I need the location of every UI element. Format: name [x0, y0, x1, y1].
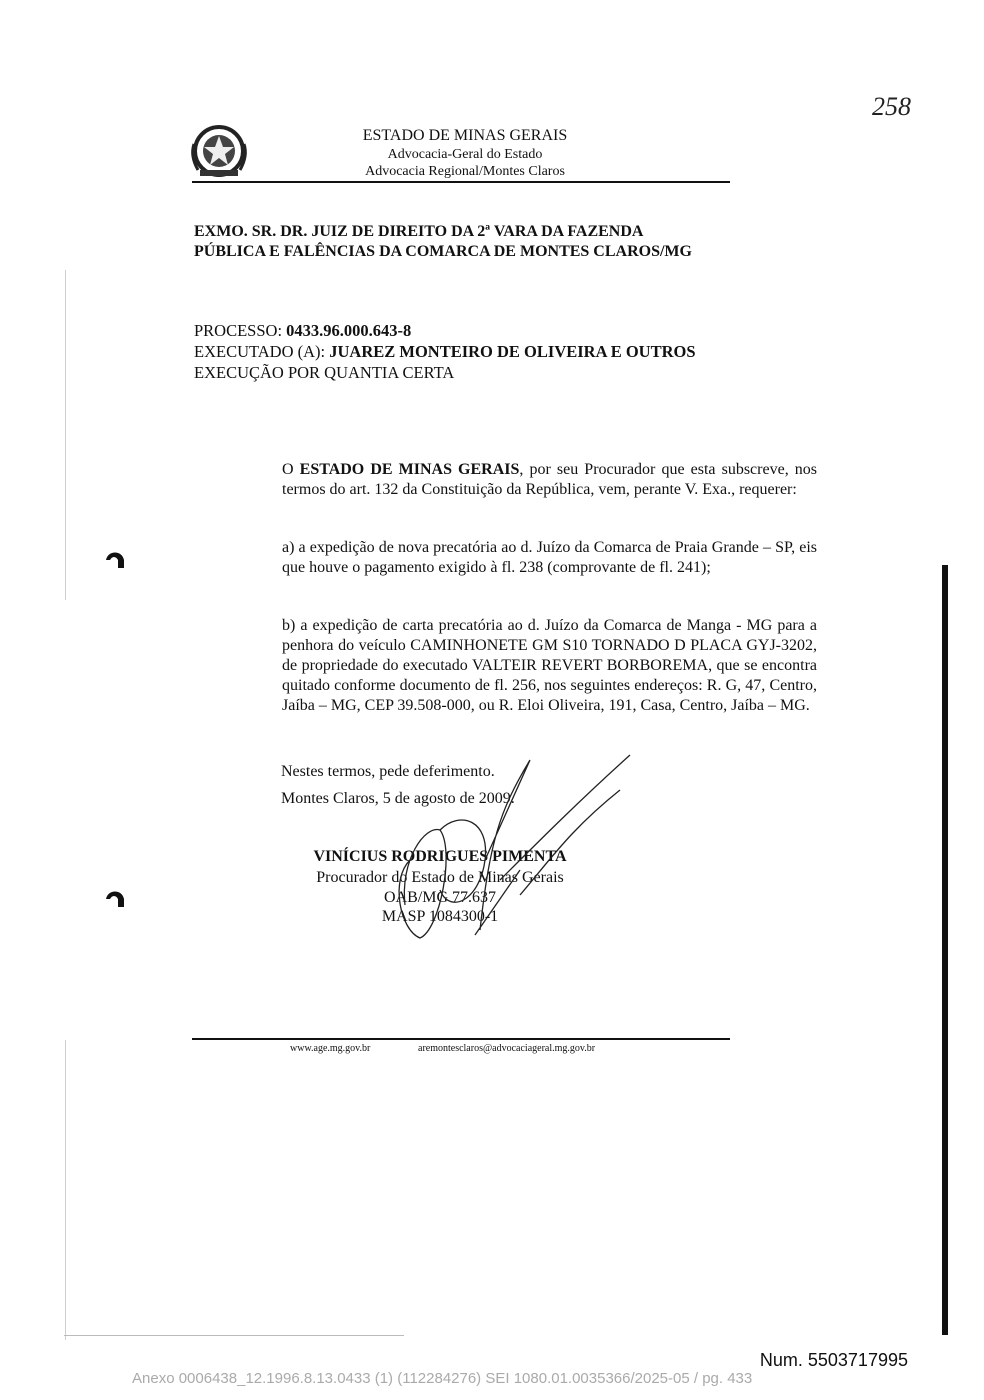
scan-edge-line — [65, 270, 66, 600]
header-rule — [192, 181, 730, 183]
opening-rest: , por seu Procurador que esta subscreve, nos termos do art. 132 da Constituição da República, vem, perante V. Exa., requerer: — [282, 461, 817, 498]
punch-hole-icon — [104, 887, 126, 909]
request-item-b: b) a expedição de carta precatória ao d. Juízo da Comarca de Manga - MG para a penhora do veículo CAMINHONETE GM S10 TORNADO D PLACA GYJ-3202, de propriedade do executado VALTEIR REVERT BORBOREMA, que se encontra quitado conforme documento de fl. 256, nos seguintes endereços: R. G, 47, Centro, Jaíba – MG, CEP 39.508-000, ou R. Eloi Oliveira, 191, Casa, Centro, Jaíba – MG. — [282, 617, 817, 714]
signatory-oab: OAB/MG 77.637 — [383, 889, 496, 906]
footer-email: aremontesclaros@advocaciageral.mg.gov.br — [418, 1043, 596, 1054]
punch-hole-icon — [104, 548, 126, 570]
header-office: Advocacia-Geral do Estado — [387, 147, 543, 162]
coat-of-arms-icon — [188, 122, 250, 180]
execution-type: EXECUÇÃO POR QUANTIA CERTA — [194, 363, 455, 382]
signatory-name: VINÍCIUS RODRIGUES PIMENTA — [313, 848, 567, 865]
document-number: Num. 5503717995 — [759, 1350, 908, 1370]
scan-edge-line — [65, 1040, 66, 1340]
footer-website: www.age.mg.gov.br — [290, 1043, 371, 1054]
addressee-line-2: PÚBLICA E FALÊNCIAS DA COMARCA DE MONTES CLAROS/MG — [194, 243, 692, 260]
closing-date: Montes Claros, 5 de agosto de 2009. — [281, 790, 515, 807]
annex-reference: Anexo 0006438_12.1996.8.13.0433 (1) (112284276) SEI 1080.01.0035366/2025-05 / pg. 433 — [132, 1370, 753, 1387]
opening-bold: ESTADO DE MINAS GERAIS — [299, 461, 520, 478]
executado-label: EXECUTADO (A): — [194, 342, 330, 361]
processo-label: PROCESSO: — [194, 321, 287, 340]
executado-line — [194, 341, 734, 362]
addressee-line-1: EXMO. SR. DR. JUIZ DE DIREITO DA 2ª VARA DA FAZENDA — [194, 223, 644, 240]
processo-line — [194, 320, 734, 341]
closing-terms: Nestes termos, pede deferimento. — [281, 763, 495, 780]
scan-edge-line — [64, 1335, 404, 1336]
opening-prefix: O — [282, 461, 300, 478]
header-state: ESTADO DE MINAS GERAIS — [362, 127, 568, 144]
executado-name: JUAREZ MONTEIRO DE OLIVEIRA E OUTROS — [329, 342, 696, 361]
opening-paragraph — [194, 460, 817, 500]
addressee — [194, 222, 728, 262]
header-regional: Advocacia Regional/Montes Claros — [365, 164, 565, 179]
signatory-masp: MASP 1084300-1 — [381, 908, 499, 925]
footer-rule — [192, 1038, 730, 1040]
case-info — [194, 320, 734, 383]
request-item-a: a) a expedição de nova precatória ao d. Juízo da Comarca de Praia Grande – SP, eis que houve o pagamento exigido à fl. 238 (comprovante de fl. 241); — [282, 539, 817, 576]
signatory-role: Procurador do Estado de Minas Gerais — [316, 869, 564, 886]
scan-edge-bar — [942, 565, 948, 1335]
handwritten-page-number: 258 — [872, 92, 911, 121]
handwritten-signature-icon — [380, 730, 670, 950]
processo-number: 0433.96.000.643-8 — [286, 321, 412, 340]
